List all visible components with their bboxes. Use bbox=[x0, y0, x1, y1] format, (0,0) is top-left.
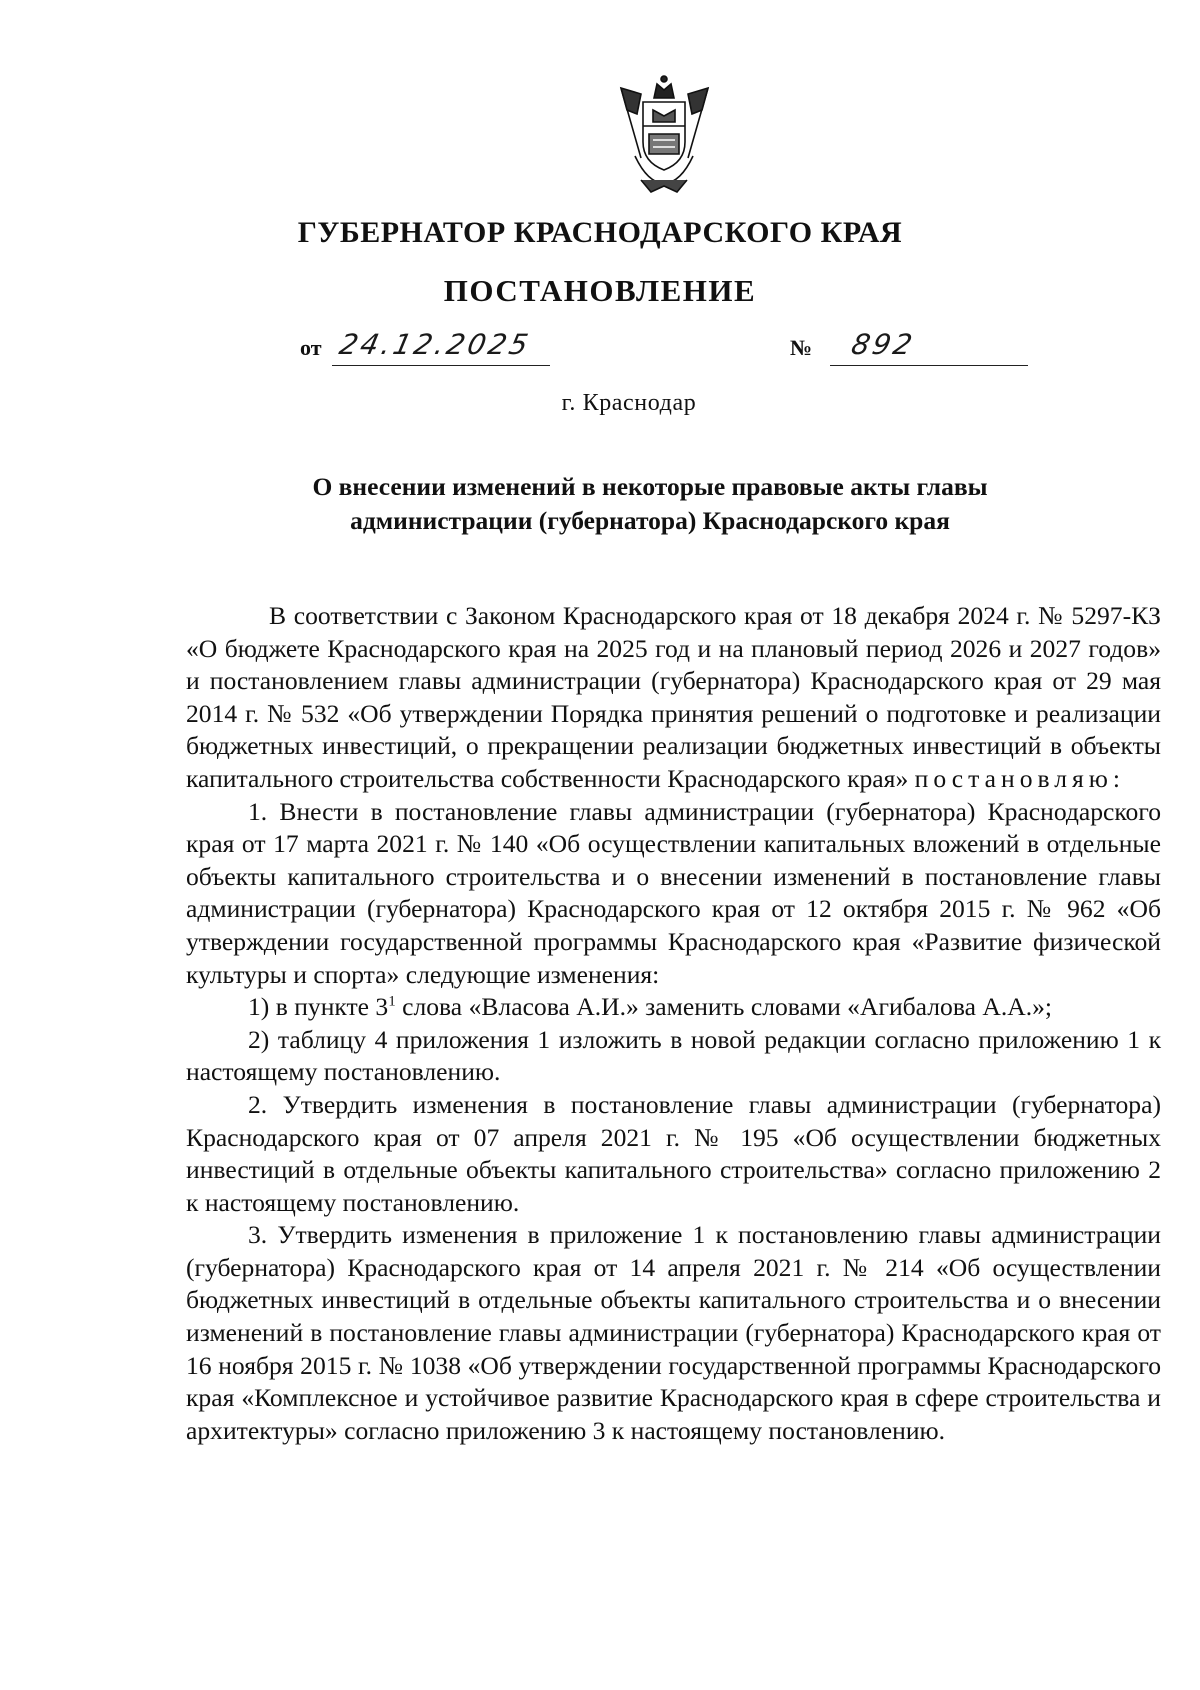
date-handwritten: 24.12.2025 bbox=[336, 328, 534, 361]
issuing-authority: ГУБЕРНАТОР КРАСНОДАРСКОГО КРАЯ bbox=[297, 216, 903, 249]
subject-line-1: О внесении изменений в некоторые правовые акты главы bbox=[312, 472, 988, 501]
number-handwritten: 892 bbox=[848, 328, 918, 361]
document-subject bbox=[240, 470, 1060, 538]
document-number bbox=[790, 328, 918, 361]
city: г. Краснодар bbox=[561, 390, 697, 416]
document-body bbox=[186, 600, 1161, 1447]
date-underline bbox=[332, 365, 550, 366]
paragraph-subitem-2: 2) таблицу 4 приложения 1 изложить в новой редакции согласно приложению 1 к настоящему постановлению. bbox=[186, 1024, 1161, 1087]
subject-line-2: администрации (губернатора) Краснодарского края bbox=[350, 506, 950, 535]
paragraph-item-3: 3. Утвердить изменения в приложение 1 к постановлению главы администрации (губернатора) Краснодарского края от 14 апреля 2021 г. № 214 «Об осуществлении бюджетных инвестиций в отдельные объекты капитального строительства и о внесении изменений в постановление главы администрации (губернатора) Краснодарского края от 16 ноября 2015 г. № 1038 «Об утверждении государственной программы Краснодарского края «Комплексное и устойчивое развитие Краснодарского края в сфере строительства и архитектуры» согласно приложению 3 к настоящему постановлению. bbox=[186, 1220, 1161, 1445]
date-prefix: от bbox=[300, 335, 322, 360]
preamble-text: В соответствии с Законом Краснодарского края от 18 декабря 2024 г. № 5297-КЗ «О бюджете Краснодарского края на 2025 год и на плановый период 2026 и 2027 годов» и постановлением главы администрации (губернатора) Краснодарского края от 29 мая 2014 г. № 532 «Об утверждении Порядка принятия решений о подготовке и реализации бюджетных инвестиций, о прекращении реализации бюджетных инвестиций в объекты капитального строительства собственности Краснодарского края» bbox=[186, 601, 1161, 793]
preamble-paragraph bbox=[186, 600, 1161, 796]
paragraph-item-1: 1. Внести в постановление главы администрации (губернатора) Краснодарского края от 17 марта 2021 г. № 140 «Об осуществлении капитальных вложений в отдельные объекты капитального строительства и о внесении изменений в постановление главы администрации (губернатора) Краснодарского края от 12 октября 2015 г. № 962 «Об утверждении государственной программы Краснодарского края «Развитие физической культуры и спорта» следующие изменения: bbox=[186, 796, 1161, 989]
number-underline bbox=[830, 365, 1028, 366]
number-prefix: № bbox=[790, 335, 813, 360]
paragraph-item-2: 2. Утвердить изменения в постановление главы администрации (губернатора) Краснодарского края от 07 апреля 2021 г. № 195 «Об осуществлении бюджетных инвестиций в отдельные объекты капитального строительства» согласно приложению 2 к настоящему постановлению. bbox=[186, 1089, 1161, 1217]
paragraph-subitem-1: 1) в пункте $3^1$ слова «Власова А.И.» заменить словами «Агибалова А.А.»; bbox=[248, 992, 1053, 1022]
document-date bbox=[300, 328, 534, 361]
document-type: ПОСТАНОВЛЕНИЕ bbox=[443, 273, 757, 308]
resolution-keyword: постановляю: bbox=[914, 763, 1126, 793]
coat-of-arms-icon bbox=[607, 70, 722, 195]
